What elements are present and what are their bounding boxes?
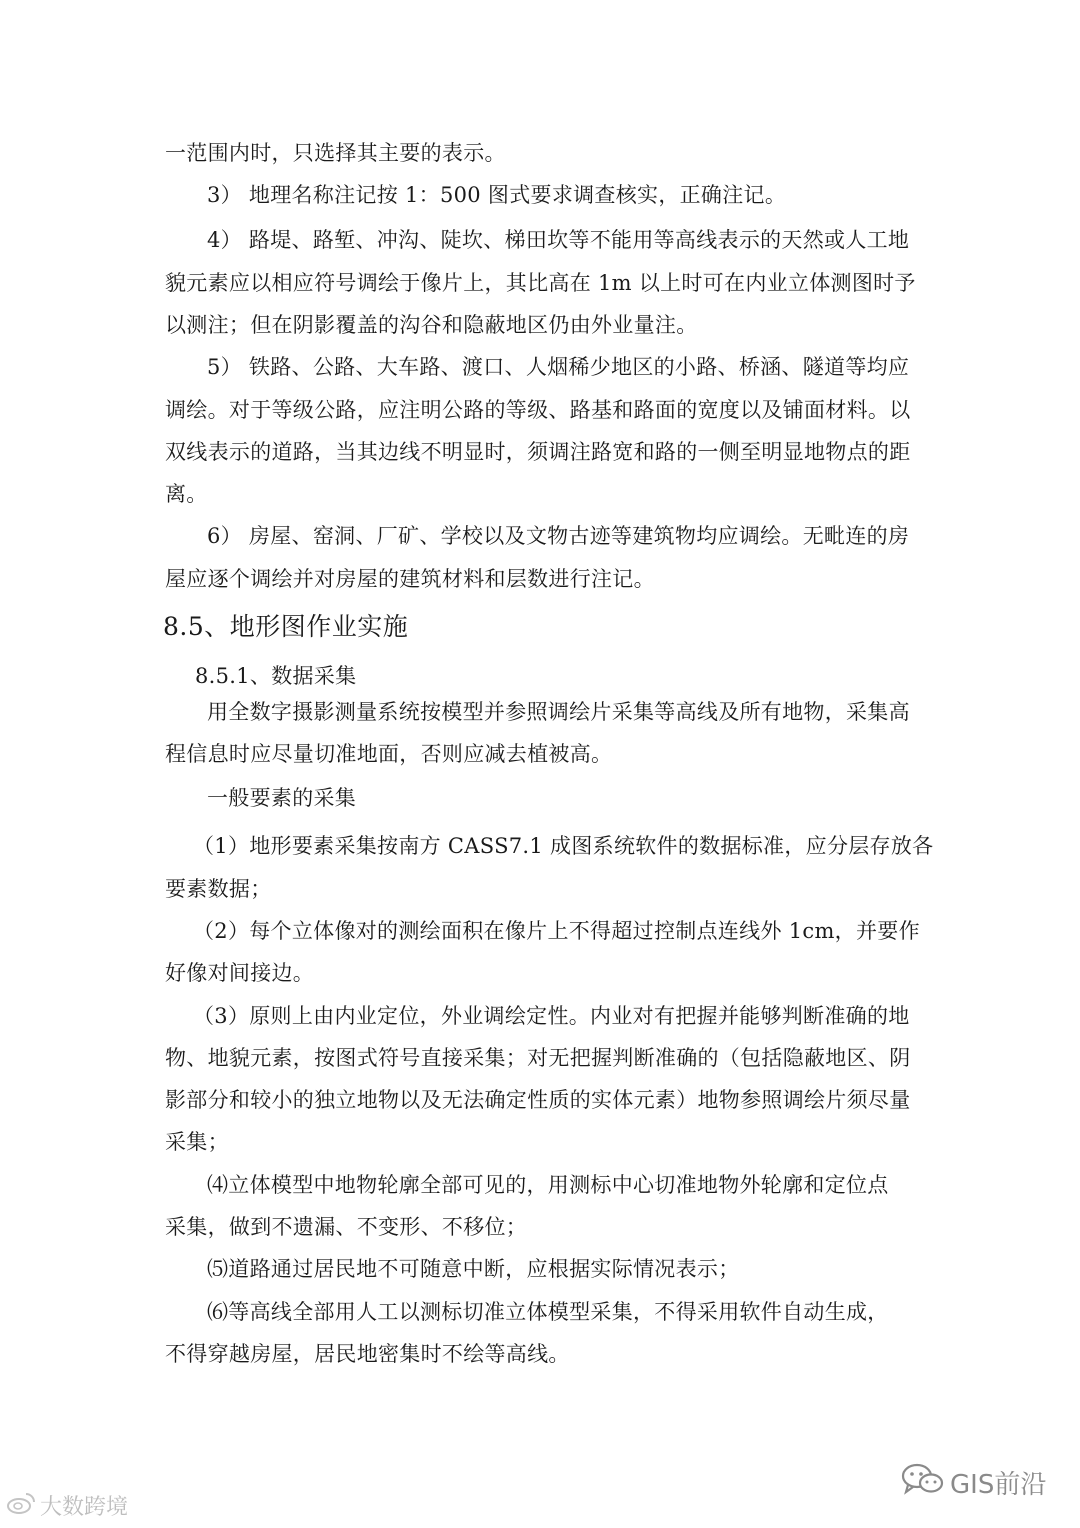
text-line: 4） 路堤、路堑、冲沟、陡坎、梯田坎等不能用等高线表示的天然或人工地 [207, 228, 910, 252]
text-line: 采集，做到不遗漏、不变形、不移位； [165, 1215, 528, 1239]
text-line: 5） 铁路、公路、大车路、渡口、人烟稀少地区的小路、桥涵、隧道等均应 [207, 355, 910, 379]
text-line: 离。 [165, 482, 208, 506]
watermark-left-text: 大数跨境 [40, 1495, 129, 1520]
text-line: 要素数据； [165, 877, 272, 901]
text-line: 用全数字摄影测量系统按模型并参照调绘片采集等高线及所有地物，采集高 [207, 700, 910, 724]
weibo-icon [6, 1491, 36, 1521]
watermark-right [900, 1462, 1046, 1503]
text-line: 影部分和较小的独立地物以及无法确定性质的实体元素）地物参照调绘片须尽量 [165, 1088, 911, 1112]
text-line: 6） 房屋、窑洞、厂矿、学校以及文物古迹等建筑物均应调绘。无毗连的房 [207, 524, 910, 548]
text-line: 物、地貌元素，按图式符号直接采集；对无把握判断准确的（包括隐蔽地区、阴 [165, 1046, 911, 1070]
text-line: （1）地形要素采集按南方 CASS7.1 成图系统软件的数据标准，应分层存放各 [193, 834, 934, 858]
text-line: ⑹等高线全部用人工以测标切准立体模型采集，不得采用软件自动生成， [207, 1300, 889, 1324]
watermark-left [6, 1490, 128, 1521]
text-line: 一般要素的采集 [207, 786, 357, 810]
text-line: 一范围内时，只选择其主要的表示。 [165, 141, 506, 165]
text-line: 屋应逐个调绘并对房屋的建筑材料和层数进行注记。 [165, 567, 655, 591]
text-line: ⑷立体模型中地物轮廓全部可见的，用测标中心切准地物外轮廓和定位点 [207, 1173, 889, 1197]
text-line: 好像对间接边。 [165, 961, 315, 985]
text-line: 双线表示的道路，当其边线不明显时，须调注路宽和路的一侧至明显地物点的距 [165, 440, 911, 464]
text-line: 不得穿越房屋，居民地密集时不绘等高线。 [165, 1342, 570, 1366]
section-heading: 8.5、地形图作业实施 [163, 612, 409, 641]
subsection-heading: 8.5.1、数据采集 [195, 664, 357, 688]
text-line: 以测注；但在阴影覆盖的沟谷和隐蔽地区仍由外业量注。 [165, 313, 698, 337]
text-line: （3）原则上由内业定位，外业调绘定性。内业对有把握并能够判断准确的地 [193, 1004, 910, 1028]
text-line: 貌元素应以相应符号调绘于像片上，其比高在 1m 以上时可在内业立体测图时予 [165, 271, 916, 295]
watermark-right-text: GIS前沿 [950, 1470, 1047, 1500]
text-line: ⑸道路通过居民地不可随意中断，应根据实际情况表示； [207, 1257, 740, 1281]
text-line: 3） 地理名称注记按 1：500 图式要求调查核实，正确注记。 [207, 183, 787, 207]
text-line: 采集； [165, 1130, 229, 1154]
text-line: （2）每个立体像对的测绘面积在像片上不得超过控制点连线外 1cm，并要作 [193, 919, 920, 943]
text-line: 调绘。对于等级公路，应注明公路的等级、路基和路面的宽度以及铺面材料。以 [165, 398, 911, 422]
text-line: 程信息时应尽量切准地面，否则应减去植被高。 [165, 742, 613, 766]
wechat-icon [900, 1462, 944, 1503]
